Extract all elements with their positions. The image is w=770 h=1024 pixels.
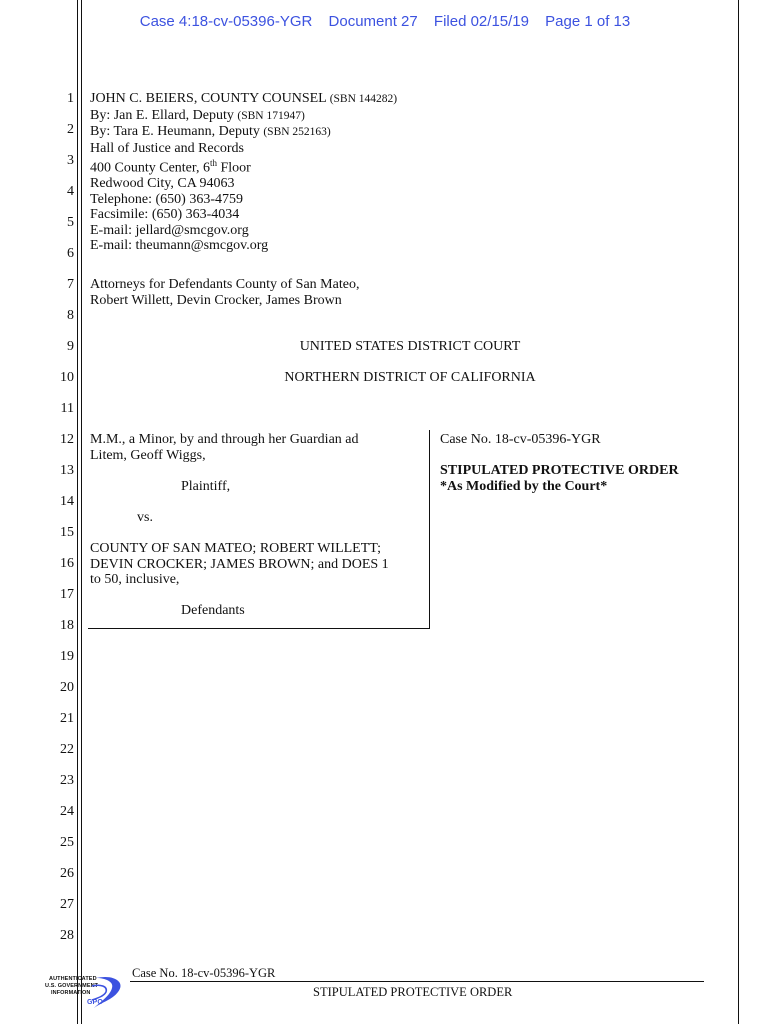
line-number: 5	[67, 215, 74, 230]
seal-line-2: U.S. GOVERNMENT	[45, 983, 99, 989]
line-number: 27	[60, 897, 74, 912]
line-number: 7	[67, 277, 74, 292]
plaintiff-line-1: M.M., a Minor, by and through her Guardian ad	[90, 432, 359, 447]
line-number: 17	[60, 587, 74, 602]
footer-case-number: Case No. 18-cv-05396-YGR	[132, 966, 276, 980]
line-number: 9	[67, 339, 74, 354]
line-number: 6	[67, 246, 74, 261]
line-number: 28	[60, 928, 74, 943]
line-number: 26	[60, 866, 74, 881]
footer-title: STIPULATED PROTECTIVE ORDER	[313, 985, 513, 999]
left-margin-rule-inner	[81, 0, 82, 1024]
address-floor: Floor	[217, 160, 251, 176]
line-number: 1	[67, 91, 74, 106]
attorneys-for-block	[90, 277, 359, 308]
deputy-2: By: Tara E. Heumann, Deputy	[90, 124, 260, 139]
line-number: 10	[60, 370, 74, 385]
counsel-address	[90, 156, 397, 176]
deputy-1-sbn: (SBN 171947)	[237, 109, 305, 122]
document-title: STIPULATED PROTECTIVE ORDER	[440, 463, 679, 478]
line-number: 23	[60, 773, 74, 788]
document-subtitle: *As Modified by the Court*	[440, 479, 608, 494]
plaintiff-line-2: Litem, Geoff Wiggs,	[90, 447, 206, 463]
header-filed: Filed 02/15/19	[433, 13, 529, 30]
line-number: 15	[60, 525, 74, 540]
line-number: 12	[60, 432, 74, 447]
line-number: 2	[67, 122, 74, 137]
line-number: 4	[67, 184, 74, 199]
line-number: 11	[60, 401, 74, 416]
counsel-name-line	[90, 91, 397, 108]
line-number: 21	[60, 711, 74, 726]
seal-line-1: AUTHENTICATED	[49, 976, 97, 982]
line-number: 8	[67, 308, 74, 323]
counsel-building: Hall of Justice and Records	[90, 140, 244, 156]
counsel-block	[90, 91, 397, 254]
header-page: Page 1 of 13	[545, 13, 631, 30]
versus: vs.	[137, 510, 153, 525]
deputy-2-line	[90, 124, 397, 141]
court-name: UNITED STATES DISTRICT COURT	[299, 339, 521, 354]
case-number: Case No. 18-cv-05396-YGR	[440, 432, 601, 447]
defendants-line-3: to 50, inclusive,	[90, 572, 180, 587]
caption-right-border	[429, 430, 430, 628]
attorneys-for-line-1: Attorneys for Defendants County of San Mateo,	[90, 277, 360, 292]
deputy-1-line	[90, 108, 397, 125]
plaintiff-block	[90, 432, 359, 463]
ecf-header	[0, 13, 770, 30]
counsel-city: Redwood City, CA 94063	[90, 176, 235, 192]
defendants-role: Defendants	[181, 603, 245, 618]
counsel-name: JOHN C. BEIERS, COUNTY COUNSEL	[90, 91, 327, 106]
gpo-eagle-icon	[44, 972, 126, 1018]
line-number: 19	[60, 649, 74, 664]
plaintiff-role: Plaintiff,	[181, 479, 231, 494]
line-number: 22	[60, 742, 74, 757]
header-case: Case 4:18-cv-05396-YGR	[139, 13, 313, 30]
counsel-email-2: E-mail: theumann@smcgov.org	[90, 238, 269, 254]
address-superscript: th	[209, 158, 217, 168]
seal-mark: GPO	[87, 999, 103, 1006]
counsel-facsimile: Facsimile: (650) 363-4034	[90, 207, 240, 223]
counsel-telephone: Telephone: (650) 363-4759	[90, 191, 243, 207]
line-number: 14	[60, 494, 74, 509]
line-number: 25	[60, 835, 74, 850]
defendants-line-1: COUNTY OF SAN MATEO; ROBERT WILLETT;	[90, 541, 381, 556]
left-margin-rule-outer	[77, 0, 78, 1024]
defendants-line-2: DEVIN CROCKER; JAMES BROWN; and DOES 1	[90, 556, 389, 572]
line-number: 24	[60, 804, 74, 819]
line-number: 3	[67, 153, 74, 168]
caption-bottom-border	[88, 628, 430, 629]
counsel-email-1: E-mail: jellard@smcgov.org	[90, 222, 249, 238]
seal-line-3: INFORMATION	[51, 990, 91, 996]
right-margin-rule	[738, 0, 739, 1024]
line-number: 18	[60, 618, 74, 633]
deputy-2-sbn: (SBN 252163)	[263, 126, 331, 138]
counsel-sbn: (SBN 144282)	[329, 93, 398, 105]
deputy-1: By: Jan E. Ellard, Deputy	[90, 107, 234, 123]
line-number: 20	[60, 680, 74, 695]
attorneys-for-line-2: Robert Willett, Devin Crocker, James Brown	[90, 292, 342, 308]
line-number: 13	[60, 463, 74, 478]
header-document: Document 27	[328, 13, 418, 30]
defendants-block	[90, 541, 389, 588]
line-number: 16	[60, 556, 74, 571]
address-street: 400 County Center, 6	[90, 160, 210, 176]
court-district: NORTHERN DISTRICT OF CALIFORNIA	[284, 370, 536, 385]
